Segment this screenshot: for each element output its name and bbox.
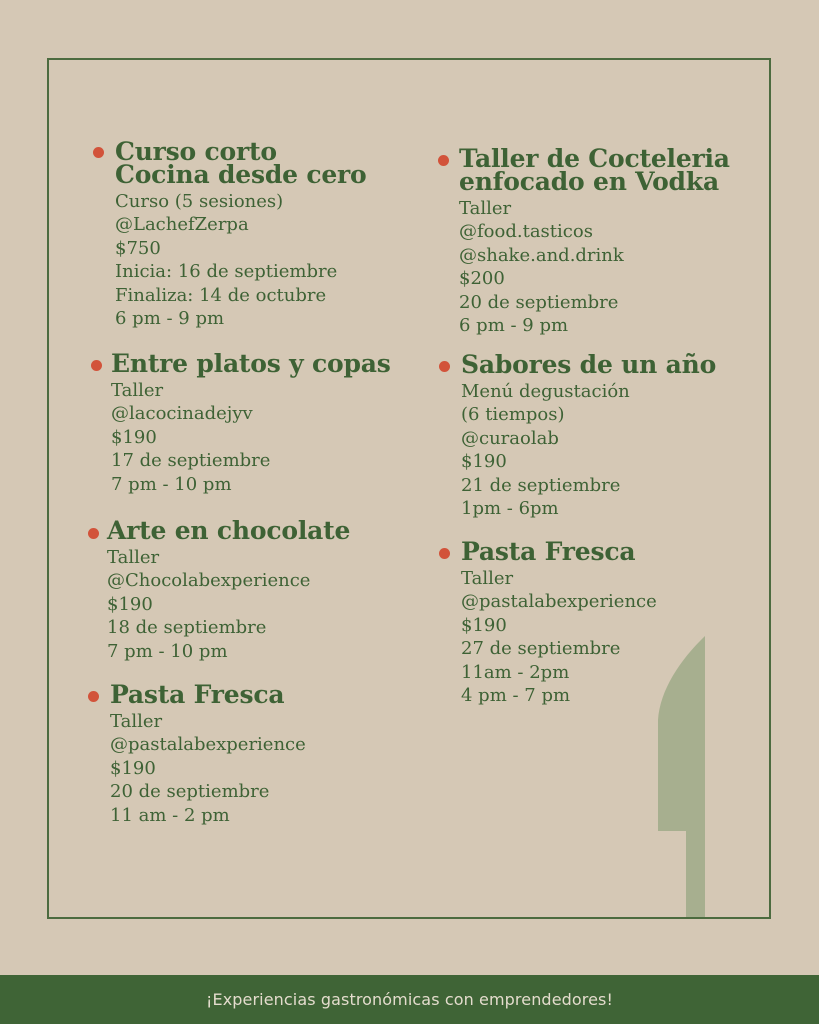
- event-title-line: Cocina desde cero: [115, 160, 367, 189]
- event-time: 11 am - 2 pm: [110, 804, 230, 826]
- event-type: Menú degustación: [461, 381, 630, 402]
- bullet-dot-icon: [88, 691, 99, 702]
- event-title-line: Pasta Fresca: [461, 537, 636, 566]
- event-handle: @curaolab: [461, 427, 559, 449]
- event-title: [111, 349, 391, 378]
- event-handle: @pastalabexperience: [461, 591, 657, 613]
- event-type: Taller: [461, 568, 514, 589]
- event-handle: @shake.and.drink: [459, 244, 624, 266]
- event-time: 7 pm - 10 pm: [107, 640, 228, 662]
- event-handle: @food.tasticos: [459, 221, 593, 243]
- footer-text: ¡Experiencias gastronómicas con emprendedores!: [205, 990, 613, 1009]
- event-time: 6 pm - 9 pm: [115, 308, 225, 330]
- event-courses: (6 tiempos): [461, 404, 565, 426]
- event-start-date: Inicia: 16 de septiembre: [115, 261, 338, 283]
- event-type: Taller: [110, 711, 163, 732]
- event-date: 20 de septiembre: [459, 291, 619, 313]
- event-date: 21 de septiembre: [461, 474, 621, 496]
- event-details: [111, 379, 391, 496]
- event-date: 17 de septiembre: [111, 450, 271, 472]
- bullet-dot-icon: [93, 147, 104, 158]
- event-title: [459, 144, 730, 196]
- bullet-dot-icon: [88, 528, 99, 539]
- bullet-dot-icon: [438, 155, 449, 166]
- event-time: 6 pm - 9 pm: [459, 315, 569, 337]
- event-details: [461, 567, 657, 707]
- event-time: 4 pm - 7 pm: [461, 685, 571, 707]
- event-date: 27 de septiembre: [461, 638, 621, 660]
- event-type: Taller: [459, 198, 512, 219]
- event-details: [115, 190, 367, 330]
- event-title-line: Pasta Fresca: [110, 680, 285, 709]
- event-card-arte-en-chocolate: [107, 516, 351, 663]
- event-time: 7 pm - 10 pm: [111, 473, 232, 495]
- event-card-cocina-desde-cero: [115, 137, 367, 330]
- event-title-line: Curso corto: [115, 137, 277, 166]
- bullet-dot-icon: [91, 360, 102, 371]
- footer-banner: [0, 975, 819, 1024]
- event-handle: @LachefZerpa: [115, 214, 249, 236]
- event-date: 18 de septiembre: [107, 617, 267, 639]
- event-title-line: enfocado en Vodka: [459, 167, 719, 196]
- event-details: [107, 546, 350, 663]
- event-card-cocteleria-vodka: [459, 144, 730, 337]
- event-title: [107, 516, 351, 545]
- event-price: $200: [459, 268, 505, 290]
- bullet-dot-icon: [439, 361, 450, 372]
- event-title-line: Taller de Cocteleria: [459, 144, 730, 173]
- event-price: $190: [110, 757, 156, 779]
- event-details: [459, 197, 730, 337]
- event-details: [110, 710, 306, 827]
- event-price: $190: [461, 451, 507, 473]
- event-time: 11am - 2pm: [461, 661, 570, 683]
- event-title-line: Entre platos y copas: [111, 349, 391, 378]
- event-type: Taller: [107, 547, 160, 568]
- event-handle: @lacocinadejyv: [111, 403, 253, 425]
- event-card-entre-platos-y-copas: [111, 349, 391, 496]
- bullet-dot-icon: [439, 548, 450, 559]
- event-price: $190: [111, 426, 157, 448]
- event-title: [115, 137, 367, 189]
- event-title: [461, 537, 657, 566]
- event-card-sabores-de-un-ano: [461, 350, 717, 520]
- event-title-line: Sabores de un año: [461, 350, 717, 379]
- event-time: 1pm - 6pm: [461, 498, 559, 520]
- event-handle: @pastalabexperience: [110, 734, 306, 756]
- event-price: $190: [461, 614, 507, 636]
- event-title-line: Arte en chocolate: [107, 516, 351, 545]
- event-type: Curso (5 sesiones): [115, 191, 284, 212]
- event-card-pasta-fresca-1: [110, 680, 306, 827]
- event-type: Taller: [111, 380, 164, 401]
- event-end-date: Finaliza: 14 de octubre: [115, 284, 327, 306]
- event-title: [461, 350, 717, 379]
- event-handle: @Chocolabexperience: [107, 570, 311, 592]
- event-date: 20 de septiembre: [110, 781, 270, 803]
- event-price: $750: [115, 237, 161, 259]
- event-title: [110, 680, 306, 709]
- event-card-pasta-fresca-2: [461, 537, 657, 707]
- event-price: $190: [107, 593, 153, 615]
- event-details: [461, 380, 716, 520]
